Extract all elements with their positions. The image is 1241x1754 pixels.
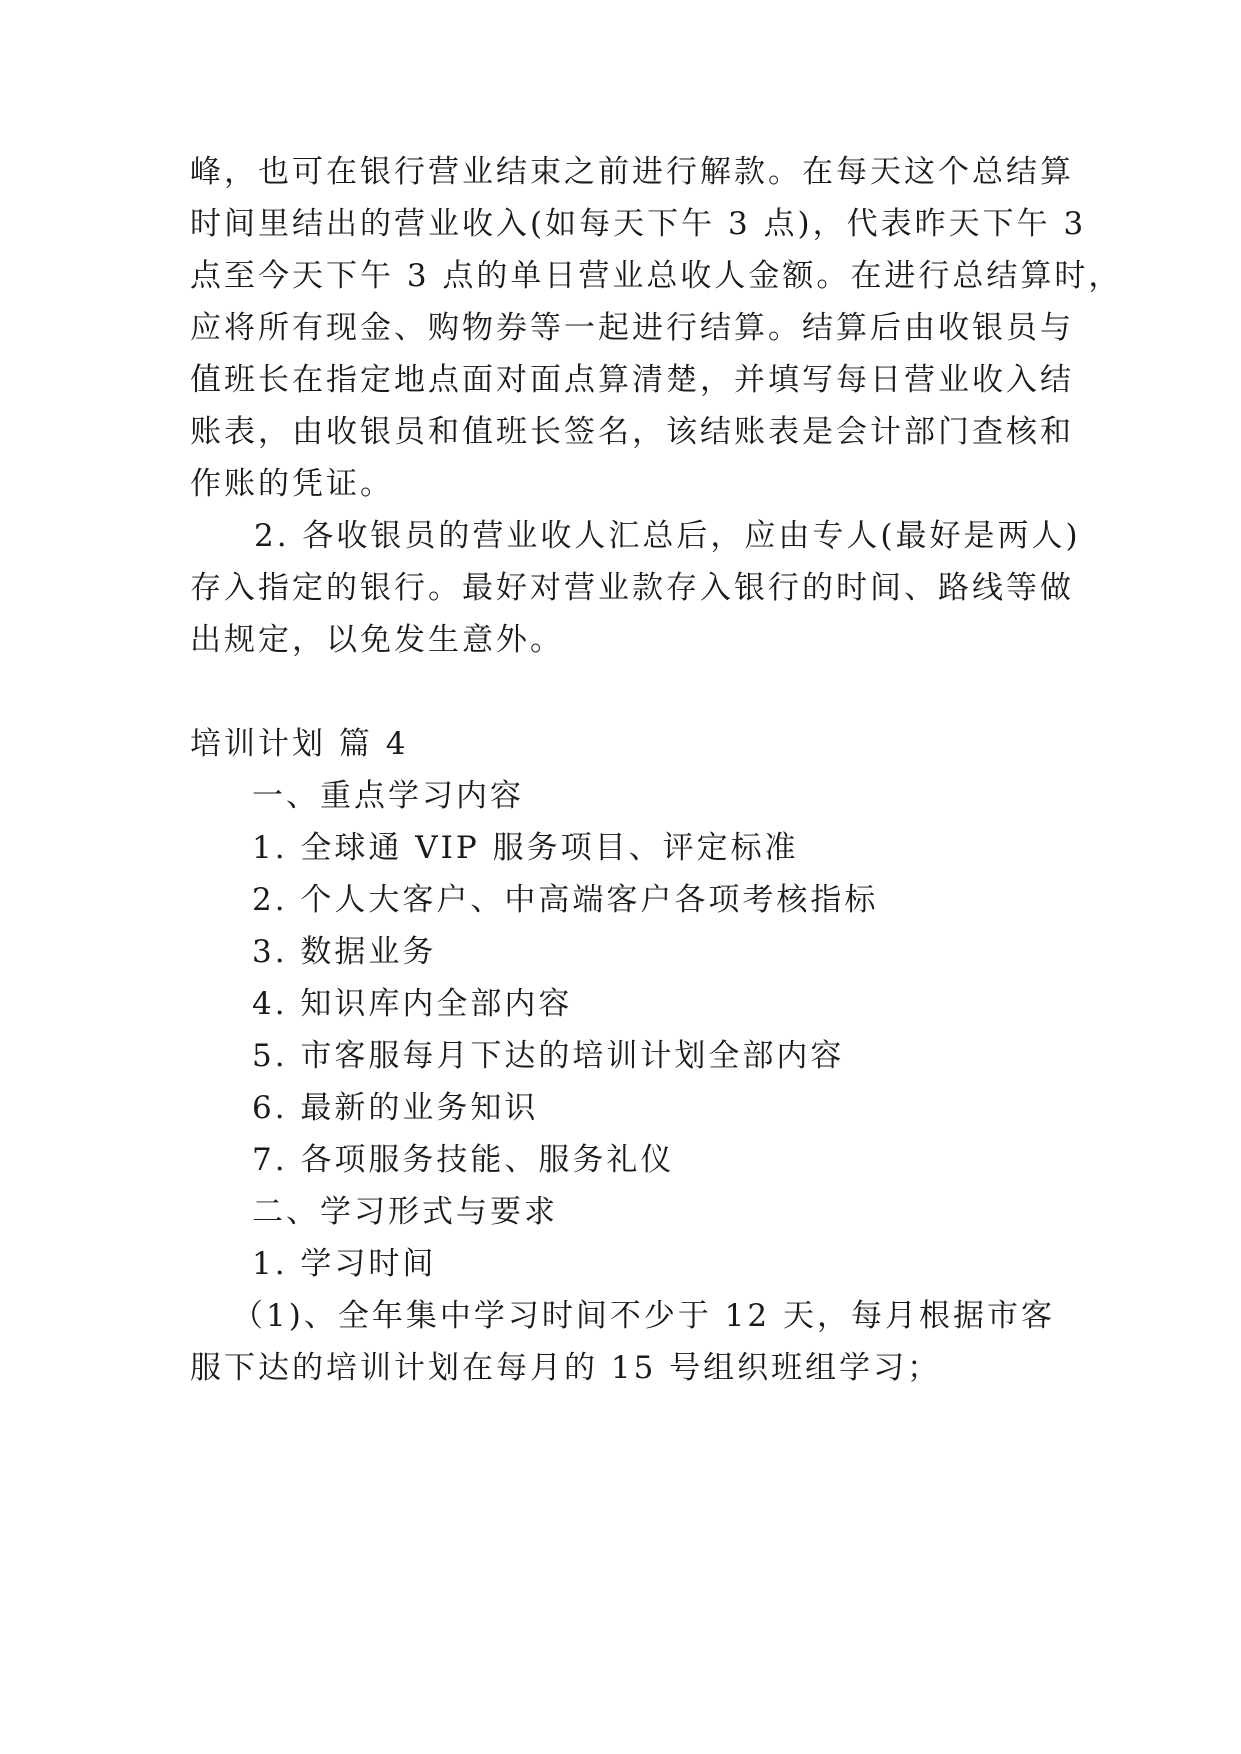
paragraph-line: 2. 各收银员的营业收人汇总后，应由专人(最好是两人) xyxy=(254,518,1081,554)
paragraph-line: 时间里结出的营业收入(如每天下午 3 点)，代表昨天下午 3 xyxy=(190,206,1087,242)
list-item: 6. 最新的业务知识 xyxy=(252,1090,539,1126)
list-item: 5. 市客服每月下达的培训计划全部内容 xyxy=(252,1038,845,1074)
paragraph-line: 服下达的培训计划在每月的 15 号组织班组学习； xyxy=(190,1350,942,1386)
list-item: 2. 个人大客户、中高端客户各项考核指标 xyxy=(252,882,879,918)
paragraph-line: 账表，由收银员和值班长签名，该结账表是会计部门查核和 xyxy=(190,414,1074,450)
paragraph-line: 应将所有现金、购物券等一起进行结算。结算后由收银员与 xyxy=(190,310,1074,346)
list-item: 3. 数据业务 xyxy=(252,934,437,970)
paragraph-line: （1)、全年集中学习时间不少于 12 天，每月根据市客 xyxy=(232,1298,1055,1334)
heading-secondary: 二、学习形式与要求 xyxy=(252,1194,558,1230)
subheading: 1. 学习时间 xyxy=(252,1246,437,1282)
paragraph-line: 峰，也可在银行营业结束之前进行解款。在每天这个总结算 xyxy=(190,154,1074,190)
paragraph-line: 作账的凭证。 xyxy=(190,466,394,502)
list-item: 4. 知识库内全部内容 xyxy=(252,986,573,1022)
paragraph-line: 点至今天下午 3 点的单日营业总收人金额。在进行总结算时， xyxy=(190,258,1123,294)
paragraph-line: 出规定，以免发生意外。 xyxy=(190,622,564,658)
list-item: 7. 各项服务技能、服务礼仪 xyxy=(252,1142,675,1178)
section-title: 培训计划 篇 4 xyxy=(190,726,409,762)
paragraph-line: 值班长在指定地点面对面点算清楚，并填写每日营业收入结 xyxy=(190,362,1074,398)
paragraph-line: 存入指定的银行。最好对营业款存入银行的时间、路线等做 xyxy=(190,570,1074,606)
list-item: 1. 全球通 VIP 服务项目、评定标准 xyxy=(252,830,799,866)
heading-primary: 一、重点学习内容 xyxy=(252,778,524,814)
